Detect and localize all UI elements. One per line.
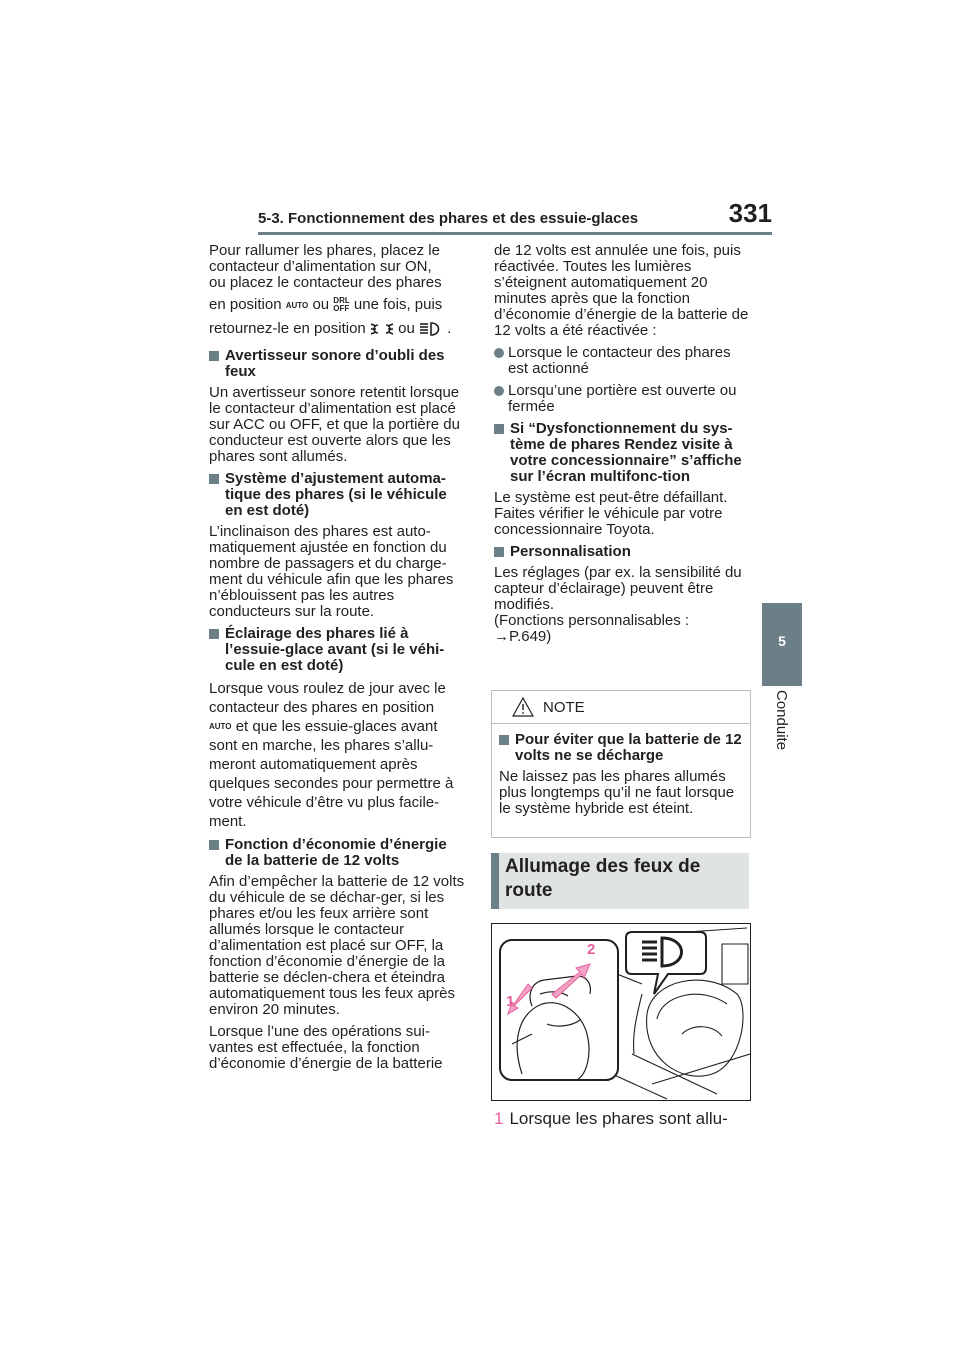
heading-text: Si “Dysfonctionnement du sys-tème de phares Rendez visite à votre concessionnaire” s’affiche sur l’écran multifonc-tion <box>510 420 742 485</box>
square-bullet-icon <box>209 474 219 484</box>
bullet-text: Lorsque le contacteur des phares est actionné <box>508 344 731 377</box>
section-body: Le système est peut-être défaillant. Faites vérifier le véhicule par votre concessionnaire Toyota. <box>494 489 728 538</box>
section-heading <box>494 421 750 485</box>
note-text: Ne laissez pas les phares allumés plus longtemps qu’il ne faut lorsque le système hybride est éteint. <box>499 768 735 817</box>
square-bullet-icon <box>494 424 504 434</box>
arrow-label-1: 1 <box>506 993 515 1010</box>
warning-triangle-icon <box>512 697 534 717</box>
intro-text: ou <box>312 296 330 313</box>
heading-text: Personnalisation <box>510 543 631 560</box>
headlight-lever-illustration <box>491 923 751 1101</box>
bullet-item <box>494 383 750 415</box>
section-body: Un avertisseur sonore retentit lorsque le contacteur d’alimentation est placé sur ACC ou OFF, et que la portière du conducteur est ouverte alors que les phares sont allumés. <box>209 383 460 465</box>
heading-text: Pour éviter que la batterie de 12 volts ne se décharge <box>515 731 742 764</box>
section-body: Lorsque l’une des opérations sui-vantes est effectuée, la fonction d’économie d’énergie de la batterie <box>209 1023 443 1073</box>
section-heading <box>209 471 467 519</box>
intro-line: Pour rallumer les phares, placez le <box>209 242 440 259</box>
section-heading <box>209 626 467 674</box>
intro-line <box>209 319 467 338</box>
square-bullet-icon <box>209 840 219 850</box>
intro-line <box>209 295 467 315</box>
step-text: Lorsque les phares sont allu- <box>509 1109 728 1128</box>
drl-label: DRL <box>333 296 350 306</box>
heading-text: Système d’ajustement automa-tique des phares (si le véhicule en est doté) <box>225 469 447 519</box>
section-body: L’inclinaison des phares est auto-matiquement ajustée en fonction du nombre de passagers et du charge-ment du véhicule afin que les phares n’éblouissent pas les autres conducteurs sur la route. <box>209 522 454 620</box>
heading-text: Fonction d’économie d’énergie de la batterie de 12 volts <box>225 836 447 870</box>
arrow-label-2: 2 <box>587 941 596 958</box>
chapter-label: Conduite <box>773 690 790 751</box>
bullet-text: Lorsqu’une portière est ouverte ou fermée <box>508 382 737 415</box>
headlight-icon <box>419 321 443 337</box>
chapter-number: 5 <box>778 633 786 649</box>
section-heading <box>494 544 750 560</box>
round-bullet-icon <box>494 348 504 358</box>
off-label: OFF <box>333 304 350 314</box>
body-text: Lorsque vous roulez de jour avec le contacteur des phares en position <box>209 679 446 716</box>
intro-paragraph <box>209 243 467 338</box>
intro-text: retournez-le en position <box>209 319 366 337</box>
right-column <box>494 243 750 645</box>
header-rule <box>258 232 772 235</box>
body-text: et que les essuie-glaces avant sont en marche, les phares s’allu-meront automatiquement après quelques secondes pour permettre à votre véhicule d’être vu plus facile-ment. <box>209 717 454 831</box>
lever-drawing <box>492 924 750 1100</box>
banner-title: Allumage des feux de route <box>505 856 701 901</box>
page-header <box>258 198 772 234</box>
heading-text: Avertisseur sonore d’oubli des feux <box>225 346 445 380</box>
square-bullet-icon <box>209 629 219 639</box>
section-banner <box>491 853 749 909</box>
body-text: Les réglages (par ex. la sensibilité du capteur d’éclairage) peuvent être modifiés. <box>494 564 742 613</box>
intro-text: . <box>447 319 452 337</box>
chapter-tab[interactable] <box>762 603 802 686</box>
section-body: de 12 volts est annulée une fois, puis réactivée. Toutes les lumières s’éteignent automatiquement 20 minutes après que la fonction d’économie d’énergie de la batterie de 12 volts a été réactivée : <box>494 242 749 339</box>
intro-text: en position <box>209 296 282 313</box>
bullet-item <box>494 345 750 377</box>
drl-off-symbol <box>333 297 349 313</box>
square-bullet-icon <box>499 735 509 745</box>
round-bullet-icon <box>494 386 504 396</box>
intro-line: contacteur d’alimentation sur ON, <box>209 258 432 275</box>
note-title: NOTE <box>543 699 585 716</box>
body-text: (Fonctions personnalisables : <box>494 612 690 629</box>
auto-symbol: AUTO <box>285 300 309 310</box>
note-box <box>491 690 751 838</box>
section-body <box>209 679 467 832</box>
section-body: Afin d’empêcher la batterie de 12 volts du véhicule de se déchar-ger, si les phares et/ou les feux arrière sont allumés lorsque le contacteur d’alimentation est placé sur OFF, la fonction d’économie d’énergie de la batterie se déclen-chera et éteindra automatiquement tous les feux après environ 20 minutes. <box>209 873 465 1019</box>
banner-accent-bar <box>491 853 499 909</box>
note-title-bar <box>492 691 750 724</box>
note-heading <box>499 732 744 764</box>
square-bullet-icon <box>494 547 504 557</box>
intro-line: ou placez le contacteur des phares <box>209 274 442 291</box>
step-number: 1 <box>494 1109 504 1128</box>
tail-light-icon <box>370 321 394 337</box>
step-1 <box>494 1109 728 1129</box>
page-number: 331 <box>728 198 772 228</box>
note-body <box>492 724 750 817</box>
section-heading <box>209 837 467 869</box>
heading-text: Éclairage des phares lié à l’essuie-glace avant (si le véhi-cule en est doté) <box>225 624 445 674</box>
section-heading <box>209 348 467 380</box>
page-reference-link[interactable]: →P.649) <box>494 628 552 645</box>
intro-text: ou <box>398 319 415 337</box>
intro-text: une fois, puis <box>353 296 443 313</box>
square-bullet-icon <box>209 351 219 361</box>
auto-symbol: AUTO <box>209 722 232 732</box>
section-body <box>494 565 750 645</box>
section-title: 5-3. Fonctionnement des phares et des essuie-glaces <box>258 210 639 227</box>
left-column <box>209 243 467 1078</box>
